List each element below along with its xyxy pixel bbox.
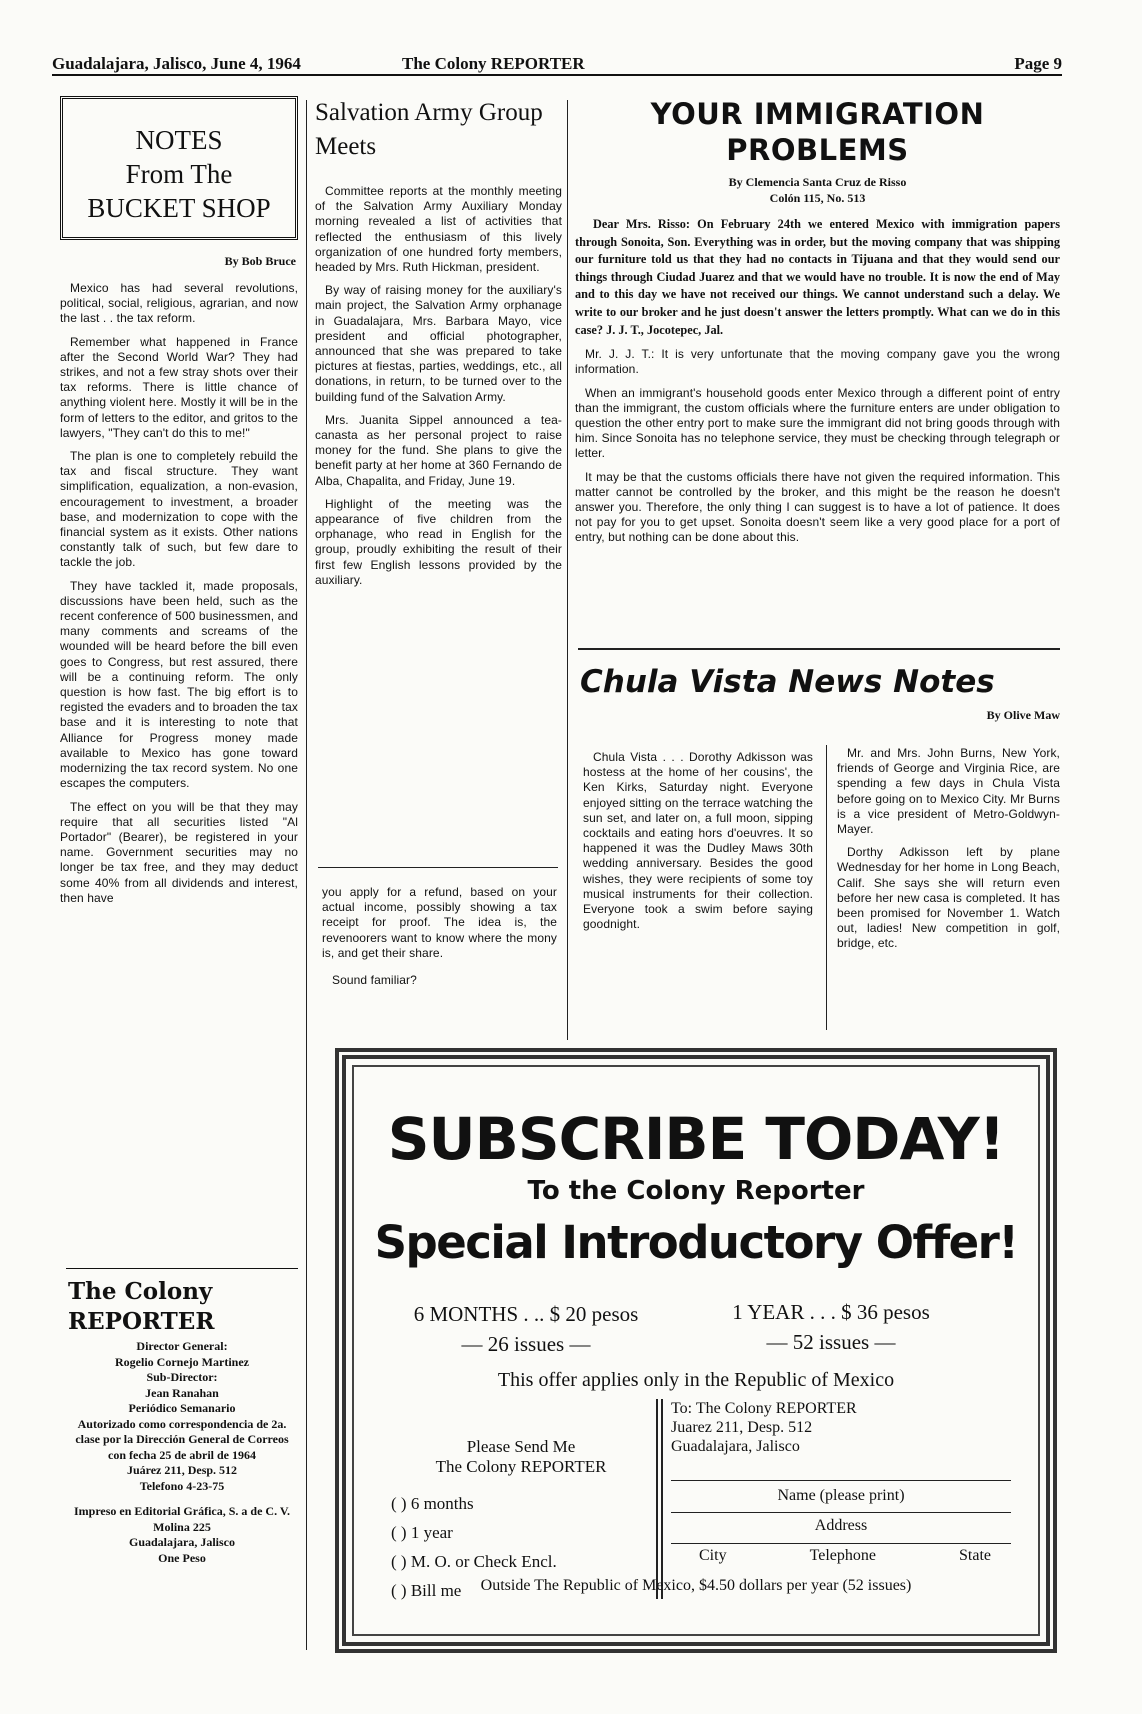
notes-paragraph: Remember what happened in France after the Second World War? They had strikes, and not a few stray shots over their tax reforms. There is little chance of anything violent here. Mostly it will be in the form of letters to the editor, and gritos to the lawyers, "They can't do this to me!" [60, 334, 298, 440]
chula-right-column [837, 746, 1060, 960]
city-label: City [699, 1547, 727, 1564]
immigration-headline: YOUR IMMIGRATION PROBLEMS [650, 97, 985, 167]
colony-line: Rogelio Cornejo Martinez [115, 1354, 249, 1369]
colony-info-box [66, 1268, 298, 1568]
immigration-letter: Dear Mrs. Risso: On February 24th we entered Mexico with immigration papers through Sonoita, Son. Everything was in order, but the moving company that was shipping our furniture told us that they had no contacts in Tijuana and that they would send our things through Ciudad Juarez and that we would have no trouble. It is now the end of May and to this day we have not received our things. We cannot understand such a delay. We write to our broker and he just doesn't answer the letters promptly. What can we do in this case? J. J. T., Jocotepec, Jal. [575, 217, 1060, 337]
colony-logo: The Colony REPORTER [68, 1278, 215, 1335]
answer-paragraph: It may be that the customs officials there have not given the required information. This matter cannot be controlled by the broker, and this might be the reason he doesn't answer you. Therefore, the only thing I can suggest is to have a lot of patience. It does not pay for you to get upset. Sonoita doesn't seem like a very good place for a port of entry, but nothing can be done about this. [575, 469, 1060, 545]
colony-line: Impreso en Editorial Gráfica, S. a de C. V. [73, 1504, 290, 1518]
option-bill-me[interactable]: ( ) Bill me [391, 1581, 462, 1600]
ad-offer: Special Introductory Offer! [374, 1216, 1018, 1269]
colony-line: One Peso [158, 1550, 206, 1565]
please-send-line: Please Send Me [466, 1437, 576, 1456]
salvation-paragraph: Committee reports at the monthly meeting of the Salvation Army Auxiliary Monday morning revealed a list of activities that reflected the enthusiasm of this lively organization of one hundred forty members, headed by Mrs. Ruth Hickman, president. [315, 184, 562, 275]
page-number: Page 9 [1014, 54, 1062, 73]
immigration-divider [578, 648, 1060, 650]
form-divider-2 [661, 1399, 663, 1599]
state-label: State [959, 1547, 991, 1564]
form-divider [656, 1399, 658, 1599]
salvation-paragraph: By way of raising money for the auxiliary's main project, the Salvation Army orphanage in Guadalajara, Mrs. Barbara Mayo, vice president and official photographer, announced that she was prepared to take pictures at fiestas, parties, weddings, etc., all donations, in return, to be turned over to the building fund of the Salvation Army. [315, 283, 562, 404]
notes-body [60, 281, 298, 906]
masthead [52, 46, 1062, 76]
ad-one-year [686, 1297, 976, 1357]
name-bottom-line [671, 1512, 1011, 1513]
immigration-address: Colón 115, No. 513 [769, 191, 866, 205]
to-line: Juarez 211, Desp. 512 [671, 1419, 813, 1436]
colony-line: Molina 225 [153, 1519, 211, 1534]
sound-familiar: Sound familiar? [332, 973, 417, 988]
immigration-column [575, 96, 1060, 554]
colony-line: Guadalajara, Jalisco [128, 1535, 235, 1549]
immigration-answer [575, 347, 1060, 545]
column-rule-2 [567, 100, 568, 1040]
notes-title-1: NOTES [135, 125, 223, 155]
chula-paragraph: Mr. and Mrs. John Burns, New York, friends of George and Virginia Rice, are spending a few days in Chula Vista before going on to Mexico City. Mr Burns is a vice president of Metro-Goldwyn-Mayer. [837, 746, 1060, 837]
address-line [671, 1543, 1011, 1544]
notes-paragraph: The plan is one to completely rebuild the tax and fiscal structure. They want simplification, equalization, a non-evasion, encouragement to investment, a broader base, and modernization to cope with the financial system as it exists. Other nations constantly talk of such, but few dare to tackle the job. [60, 449, 298, 570]
masthead-date: Guadalajara, Jalisco, June 4, 1964 [52, 54, 301, 73]
name-label: Name (please print) [777, 1487, 905, 1504]
address-label: Address [814, 1517, 868, 1534]
six-months-issues: — 26 issues — [461, 1332, 591, 1356]
please-send-line-2: The Colony REPORTER [435, 1457, 607, 1476]
colony-line: Telefono 4-23-75 [139, 1478, 225, 1493]
outside-mexico: Outside The Republic of Mexico, $4.50 dollars per year (52 issues) [480, 1577, 912, 1594]
notes-title-2: From The [125, 159, 233, 189]
one-year-price: 1 YEAR . . . $ 36 pesos [732, 1300, 930, 1324]
salvation-body [315, 184, 562, 588]
option-6-months[interactable]: ( ) 6 months [391, 1494, 474, 1513]
answer-paragraph: Mr. J. J. T.: It is very unfortunate that the moving company gave you the wrong information. [575, 347, 1060, 377]
colony-line: Periódico Semanario [128, 1401, 236, 1415]
notes-paragraph: Mexico has had several revolutions, political, social, religious, agrarian, and now the last . . the tax reform. [60, 281, 298, 326]
option-1-year[interactable]: ( ) 1 year [391, 1523, 453, 1542]
subscribe-ad [335, 1048, 1057, 1653]
salvation-paragraph: Highlight of the meeting was the appearance of five children from the orphanage, who read in English for the group, proudly exhibiting the result of their first few English lessons provided by the auxiliary. [315, 496, 562, 587]
chula-byline: By Olive Maw [986, 708, 1060, 722]
colony-line: Director General: [136, 1339, 228, 1353]
option-check-enclosed[interactable]: ( ) M. O. or Check Encl. [391, 1552, 557, 1571]
to-line: To: The Colony REPORTER [671, 1400, 857, 1417]
answer-paragraph: When an immigrant's household goods enter Mexico through a different point of entry than the immigrant, the custom officials where the furniture enters are under obligation to question the other entry port to make sure the immigrant did not bring goods through with him. Since Sonoita has no telephone service, they must be checking through telegraph or letter. [575, 385, 1060, 461]
notes-paragraph: They have tackled it, made proposals, discussions have been held, such as the recent conference of 500 businessmen, and many comments and screams of the wounded will be heard before the bill even goes to Congress, but rest assured, there will be a continuing reform. The only question is how fast. The big effort is to registed the evaders and to broaden the tax base and it is interesting to note that Alliance for Progress money made available to Mexico has gone toward modernizing the tax record system. No one escapes the computers. [60, 578, 298, 791]
salvation-paragraph: Mrs. Juanita Sippel announced a tea-canasta as her personal project to raise money for the fund. She plans to give the benefit party at her home at 360 Fernando de Alba, Chapalita, and Friday, June 19. [315, 412, 562, 488]
mail-to-address [671, 1399, 971, 1456]
chula-paragraph: Dorthy Adkisson left by plane Wednesday for her home in Long Beach, Calif. She says she will return even before her new casa is completed. It has been promised for November 1. Watch out, ladies! New competition in golf, bridge, etc. [837, 845, 1060, 951]
ad-applies: This offer applies only in the Republic of Mexico [497, 1369, 895, 1391]
notes-title-3: BUCKET SHOP [87, 193, 271, 223]
salvation-divider [318, 867, 558, 868]
notes-continuation [322, 885, 557, 996]
to-line: Guadalajara, Jalisco [671, 1438, 800, 1455]
ad-six-months [381, 1299, 671, 1359]
salvation-column [315, 96, 562, 596]
colony-line: Juárez 211, Desp. 512 [126, 1463, 238, 1477]
name-line [671, 1480, 1011, 1481]
salvation-headline: Salvation Army Group Meets [315, 99, 543, 160]
continuation-text: you apply for a refund, based on your actual income, possibly showing a tax receipt for proof. The idea is, the revenoorers want to know where the mony is, and get their share. [322, 885, 557, 960]
chula-headline: Chula Vista News Notes [580, 664, 995, 700]
ad-headline: SUBSCRIBE TODAY! [387, 1105, 1005, 1173]
telephone-label: Telephone [809, 1547, 876, 1564]
six-months-price: 6 MONTHS . .. $ 20 pesos [413, 1302, 639, 1326]
ad-subheadline: To the Colony Reporter [527, 1176, 865, 1206]
chula-vista-section [580, 662, 1060, 723]
column-rule-1 [306, 100, 307, 1650]
colony-line: Autorizado como correspondencia de 2a. clase por la Dirección General de Correos con fecha 25 de abril de 1964 [75, 1416, 289, 1462]
colony-line: Sub-Director: [146, 1370, 218, 1384]
notes-heading [60, 96, 298, 240]
notes-column [60, 96, 298, 914]
notes-byline: By Bob Bruce [224, 254, 296, 268]
city-row [671, 1547, 1011, 1565]
chula-column-rule [826, 745, 827, 1030]
chula-left-column [583, 750, 813, 940]
please-send [406, 1437, 636, 1477]
immigration-byline: By Clemencia Santa Cruz de Risso [728, 175, 907, 189]
masthead-paper-name: The Colony REPORTER [402, 54, 585, 73]
colony-line: Jean Ranahan [145, 1385, 219, 1400]
chula-paragraph: Chula Vista . . . Dorothy Adkisson was hostess at the home of her cousins', the Ken Kirks, Saturday night. Everyone enjoyed sitting on the terrace watching the sun set, and later on, a full moon, sipping cocktails and eating hors d'oeuvres. It so happened it was the Dudley Maws 30th wedding anniversary. Besides the good wishes, they were recipients of some toy musical instruments for their collection. Everyone took a swim before saying goodnight. [583, 750, 813, 932]
notes-paragraph: The effect on you will be that they may require that all securities listed "Al Portador" (Bearer), be registered in your name. Government securities may no longer be tax free, and they may deduct some 40% from all dividends and interest, then have [60, 799, 298, 905]
one-year-issues: — 52 issues — [766, 1330, 896, 1354]
